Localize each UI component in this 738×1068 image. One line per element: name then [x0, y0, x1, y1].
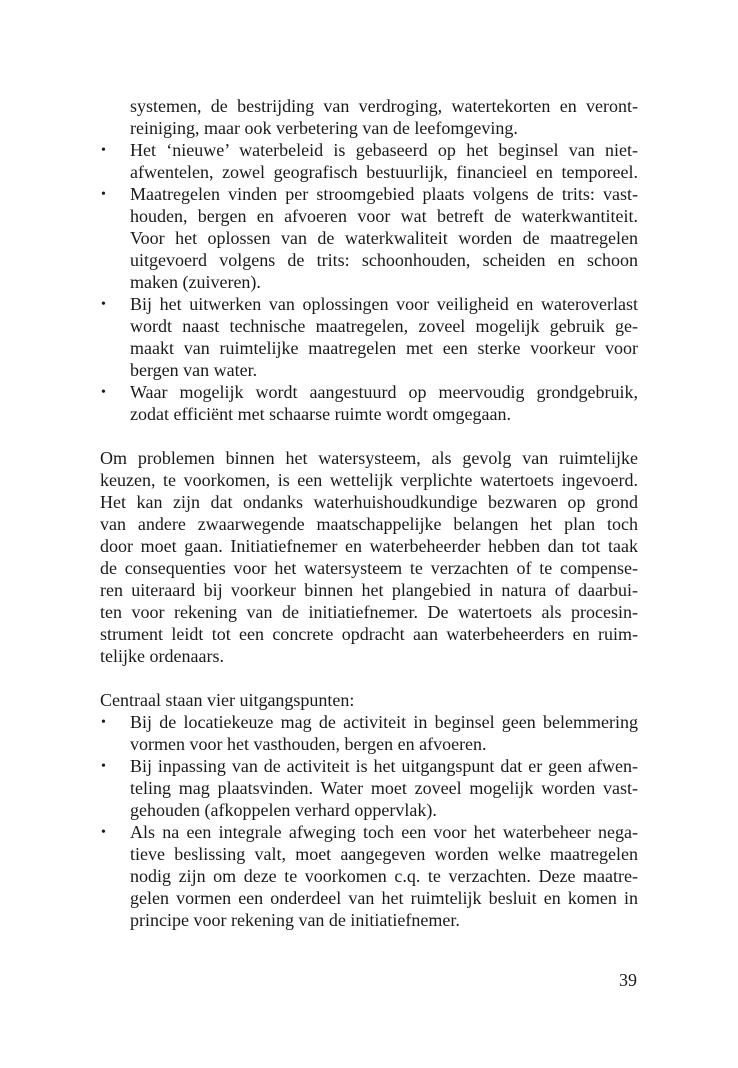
list-item-line: zodat efficiënt met schaarse ruimte wordt omgegaan.	[130, 404, 512, 424]
paragraph-line: Om problemen binnen het watersysteem, als gevolg van ruimtelijke	[100, 448, 638, 468]
paragraph-line: Het kan zijn dat ondanks waterhuishoudkundige bezwaren op grond	[100, 492, 638, 512]
paragraph-line: van andere zwaarwegende maatschappelijke belangen het plan toch	[100, 514, 638, 534]
list-item-line: Het ‘nieuwe’ waterbeleid is gebaseerd op het beginsel van niet-	[130, 140, 638, 160]
list-item-line: gehouden (afkoppelen verhard oppervlak).	[130, 800, 437, 820]
list-item-line: tieve beslissing valt, moet aangegeven worden welke maatregelen	[130, 844, 638, 864]
paragraph-line: keuzen, te voorkomen, is een wettelijk verplichte watertoets ingevoerd.	[100, 470, 638, 490]
list-item-line: maken (zuiveren).	[130, 272, 261, 292]
list-item-line: principe voor rekening van de initiatiefnemer.	[130, 910, 460, 930]
bullet-icon: •	[101, 715, 106, 730]
paragraph-line: de consequenties voor het watersysteem te verzachten of te compense-	[100, 558, 638, 578]
list-item-line: Als na een integrale afweging toch een voor het waterbeheer nega-	[130, 822, 638, 842]
list-item-line: Voor het oplossen van de waterkwaliteit worden de maatregelen	[130, 228, 638, 248]
list-item-line: nodig zijn om deze te voorkomen c.q. te verzachten. Deze maatre-	[130, 866, 638, 886]
paragraph-line: telijke ordenaars.	[100, 646, 224, 666]
list-item-line: Bij het uitwerken van oplossingen voor veiligheid en wateroverlast	[130, 294, 638, 314]
list-item-line: Waar mogelijk wordt aangestuurd op meervoudig grondgebruik,	[130, 382, 638, 402]
list-item-line: houden, bergen en afvoeren voor wat betreft de waterkwantiteit.	[130, 206, 638, 226]
continuation-line: reiniging, maar ook verbetering van de leefomgeving.	[130, 118, 518, 138]
list-item-line: Bij de locatiekeuze mag de activiteit in beginsel geen belemmering	[130, 712, 638, 732]
list-intro: Centraal staan vier uitgangspunten:	[100, 690, 355, 710]
list-item-line: uitgevoerd volgens de trits: schoonhouden, scheiden en schoon	[130, 250, 638, 270]
list-item-line: Maatregelen vinden per stroomgebied plaats volgens de trits: vast-	[130, 184, 638, 204]
paragraph-line: door moet gaan. Initiatiefnemer en waterbeheerder hebben dan tot taak	[100, 536, 638, 556]
continuation-line: systemen, de bestrijding van verdroging, watertekorten en veront-	[130, 96, 638, 116]
bullet-icon: •	[101, 187, 106, 202]
paragraph-line: ten voor rekening van de initiatiefnemer. De watertoets als procesin-	[100, 602, 638, 622]
list-item-line: bergen van water.	[130, 360, 258, 380]
list-item-line: gelen vormen een onderdeel van het ruimtelijk besluit en komen in	[130, 888, 638, 908]
bullet-icon: •	[101, 297, 106, 312]
bullet-icon: •	[101, 825, 106, 840]
bullet-icon: •	[101, 385, 106, 400]
list-item-line: wordt naast technische maatregelen, zoveel mogelijk gebruik ge-	[130, 316, 638, 336]
list-item-line: maakt van ruimtelijke maatregelen met een sterke voorkeur voor	[130, 338, 638, 358]
list-item-line: teling mag plaatsvinden. Water moet zoveel mogelijk worden vast-	[130, 778, 638, 798]
bullet-icon: •	[101, 143, 106, 158]
list-item-line: afwentelen, zowel geografisch bestuurlijk, financieel en temporeel.	[130, 162, 638, 182]
bullet-icon: •	[101, 759, 106, 774]
page-number: 39	[619, 970, 637, 990]
list-item-line: Bij inpassing van de activiteit is het uitgangspunt dat er geen afwen-	[130, 756, 638, 776]
paragraph-line: strument leidt tot een concrete opdracht aan waterbeheerders en ruim-	[100, 624, 638, 644]
paragraph-line: ren uiteraard bij voorkeur binnen het plangebied in natura of daarbui-	[100, 580, 638, 600]
list-item-line: vormen voor het vasthouden, bergen en afvoeren.	[130, 734, 487, 754]
